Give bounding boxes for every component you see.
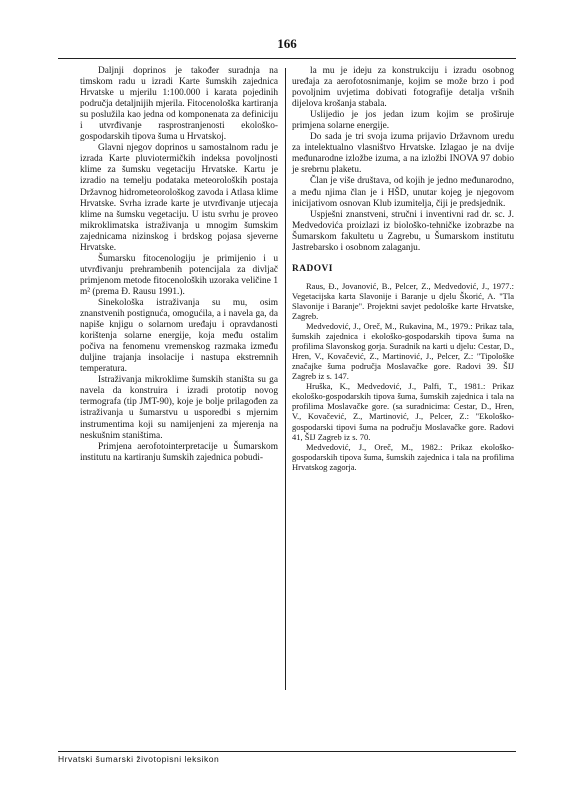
footer-title: Hrvatski šumarski životopisni leksikon bbox=[58, 754, 220, 764]
paragraph: Član je više društava, od kojih je jedno međunarodno, a među njima član je i HŠD, unutar kojeg je njegovom inicijativom osnovan Klub izumitelja, čiji je predsjednik. bbox=[292, 176, 514, 209]
paragraph: Uslijedio je jos jedan izum kojim se proširuje primjena solarne energije. bbox=[292, 110, 514, 132]
references-heading: RADOVI bbox=[292, 263, 333, 274]
footer-rule bbox=[58, 751, 516, 752]
reference-item: Raus, Đ., Jovanović, B., Pelcer, Z., Medvedović, J., 1977.: Vegetacijska karta Slavonije i Baranje u djelu Škorić, A. "Tla Slavonije i Baranje". Projektni savjet pedološke karte Hrvatske, Zagreb. bbox=[292, 280, 514, 321]
left-column bbox=[80, 66, 278, 464]
page-number: 166 bbox=[277, 36, 297, 51]
paragraph: Primjena aerofotointerpretacije u Šumarskom institutu na kartiranju šumskih zajednica pobudi- bbox=[80, 441, 278, 463]
paragraph: Daljnji doprinos je također suradnja na timskom radu u izradi Karte šumskih zajednica Hrvatske u mjerilu 1:100.000 i karata pojedinih područja detaljnijih mjerila. Fitocenološka kartiranja su poslužila kao jedna od komponenata za definiciju i utvrđivanje rasprostranjenosti ekološko-gospodarskih tipova šuma u Hrvatskoj. bbox=[80, 66, 278, 143]
reference-item: Hruška, K., Medvedović, J., Palfi, T., 1981.: Prikaz ekološko-gospodarskih tipova šuma, šumskih zajednica i tala na profilima Moslavačke gore. (sa suradnicima: Cestar, D., Hren, V., Kovačević, Z., Martinović, J., Pelcer, Z.: "Ekološko-gospodarski tipovi šuma na području Moslavačke gore. Radovi 41, ŠIJ Zagreb iz s. 70. bbox=[292, 381, 514, 442]
reference-item: Medvedović, J., Oreč, M., Rukavina, M., 1979.: Prikaz tala, šumskih zajednica i ekološko-gospodarskih tipova šuma na profilima Slavonskog gorja. Suradnik na karti u djelu: Cestar, D., Hren, V., Kovačević, Z., Martinović, J., Pelcer, Z.: "Tipološke značajke šuma područja Moslavačke gore. Radovi 39. ŠIJ Zagreb iz s. 147. bbox=[292, 321, 514, 382]
right-column bbox=[292, 66, 514, 472]
paragraph: Šumarsku fitocenologiju je primijenio i u utvrđivanju prehrambenih potencijala za divljač primjenom metode fitocenoloških uzoraka veličine 1 m² (prema Đ. Rausu 1991.). bbox=[80, 253, 278, 297]
column-divider bbox=[285, 68, 286, 690]
paragraph: Glavni njegov doprinos u samostalnom radu je izrada Karte pluviotermičkih indeksa povoljnosti klime za šumsku vegetaciju Hrvatske. Kartu je izradio na temelju podataka meteoroloških postaja Državnog hidrometeorološkog zavoda i Atlasa klime Hrvatske. Svrha izrade karte je utvrđivanje utjecaja klime na šumsku vegetaciju. U istu svrhu je proveo mikroklimatska istraživanja u mnogim šumskim zajednicama nizinskog i brdskog pojasa sjeverne Hrvatske. bbox=[80, 143, 278, 253]
paragraph: Uspješni znanstveni, stručni i inventivni rad dr. sc. J. Medvedovića proizlazi iz biološko-tehničke izobrazbe na Šumarskom fakultetu u Zagrebu, u Šumarskom institutu Jastrebarsko i osobnom zalaganju. bbox=[292, 209, 514, 253]
paragraph: la mu je ideju za konstrukciju i izradu osobnog uređaja za aerofotosnimanje, kojim se može brzo i pod povoljnim uvjetima dobivati fotografije detalja vršnih dijelova krošanja stabala. bbox=[292, 66, 514, 110]
paragraph: Sinekološka istraživanja su mu, osim znanstvenih postignuća, omogućila, a i navela ga, da napiše knjigu o solarnom uređaju i opravdanosti korištenja solarne energije, koja među ostalim počiva na fenomenu vremenskog razmaka između duljine trajanja insolacije i nastupa ekstremnih temperatura. bbox=[80, 297, 278, 375]
paragraph: Do sada je tri svoja izuma prijavio Državnom uredu za intelektualno vlasništvo Hrvatske. Izlagao je na dvije međunarodne izložbe izuma, a na izložbi INOVA 97 dobio je srebrnu plaketu. bbox=[292, 132, 514, 176]
header-rule bbox=[58, 58, 516, 59]
paragraph: Istraživanja mikroklime šumskih staništa su ga navela da konstruira i izradi prototip novog termografa (tip JMT-90), koje je bolje prilagođen za istraživanja u šumarstvu u usporedbi s mjernim instrumentima koji su namijenjeni za mjerenja na neskušnim staništima. bbox=[80, 375, 278, 441]
reference-item: Medvedović, J., Oreč, M., 1982.: Prikaz ekološko-gospodarskih tipova šuma, šumskih zajednica i tala na profilima Hrvatskog zagorja. bbox=[292, 441, 514, 472]
